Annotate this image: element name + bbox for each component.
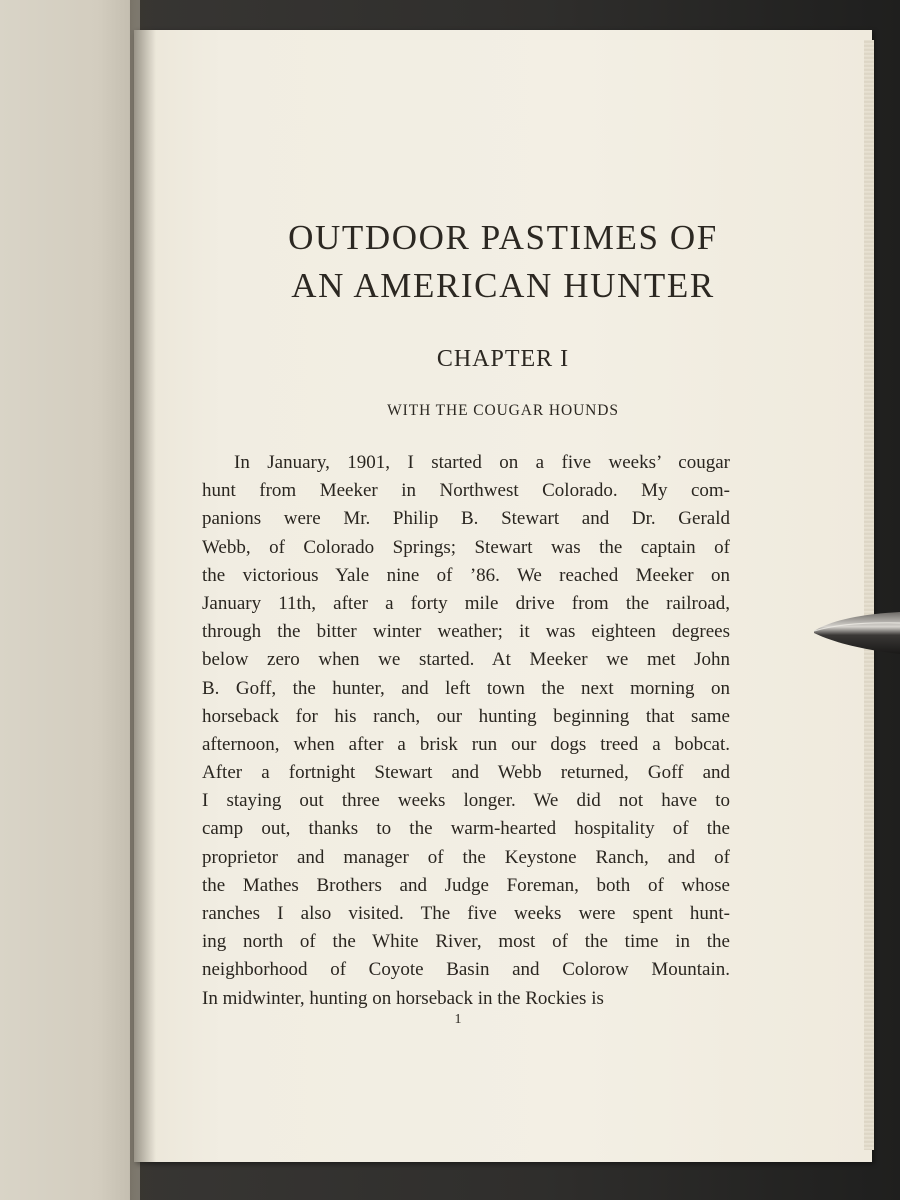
book-title-line-1: OUTDOOR PASTIMES OF: [288, 218, 718, 257]
body-line: In midwinter, hunting on horseback in the Rockies is: [202, 987, 604, 1009]
body-line: afternoon, when after a brisk run our dogs treed a bobcat.: [202, 733, 730, 755]
body-line: In January, 1901, I started on a five weeks’ cougar: [234, 452, 730, 473]
body-line: the victorious Yale nine of ’86. We reached Meeker on: [202, 564, 730, 586]
body-line: neighborhood of Coyote Basin and Colorow Mountain.: [202, 959, 730, 981]
facing-page: [0, 0, 140, 1200]
body-line: proprietor and manager of the Keystone Ranch, and of: [202, 846, 730, 868]
body-line: hunt from Meeker in Northwest Colorado. My com-: [202, 480, 730, 502]
body-line: below zero when we started. At Meeker we met John: [202, 649, 730, 671]
body-line: After a fortnight Stewart and Webb returned, Goff and: [202, 762, 730, 784]
body-line: horseback for his ranch, our hunting beginning that same: [202, 705, 730, 727]
body-line: B. Goff, the hunter, and left town the next morning on: [202, 677, 730, 699]
body-line: the Mathes Brothers and Judge Foreman, both of whose: [202, 874, 730, 896]
page-edges: [864, 40, 874, 1150]
book-title: [134, 214, 872, 310]
body-line: panions were Mr. Philip B. Stewart and Dr. Gerald: [202, 508, 730, 530]
body-line: January 11th, after a forty mile drive from the railroad,: [202, 592, 730, 614]
body-line: Webb, of Colorado Springs; Stewart was the captain of: [202, 536, 730, 558]
body-line: camp out, thanks to the warm-hearted hospitality of the: [202, 818, 730, 840]
page-number: 1: [454, 1012, 462, 1027]
body-line: I staying out three weeks longer. We did not have to: [202, 790, 730, 812]
body-line: ing north of the White River, most of the time in the: [202, 931, 730, 953]
metal-bookmark-icon: [812, 598, 900, 660]
body-line: ranches I also visited. The five weeks were spent hunt-: [202, 903, 730, 924]
body-text: [202, 449, 730, 1013]
chapter-title: WITH THE COUGAR HOUNDS: [387, 402, 619, 419]
book-title-line-2: AN AMERICAN HUNTER: [291, 266, 715, 305]
body-line: through the bitter winter weather; it was eighteen degrees: [202, 621, 730, 643]
chapter-number: CHAPTER I: [436, 346, 570, 372]
